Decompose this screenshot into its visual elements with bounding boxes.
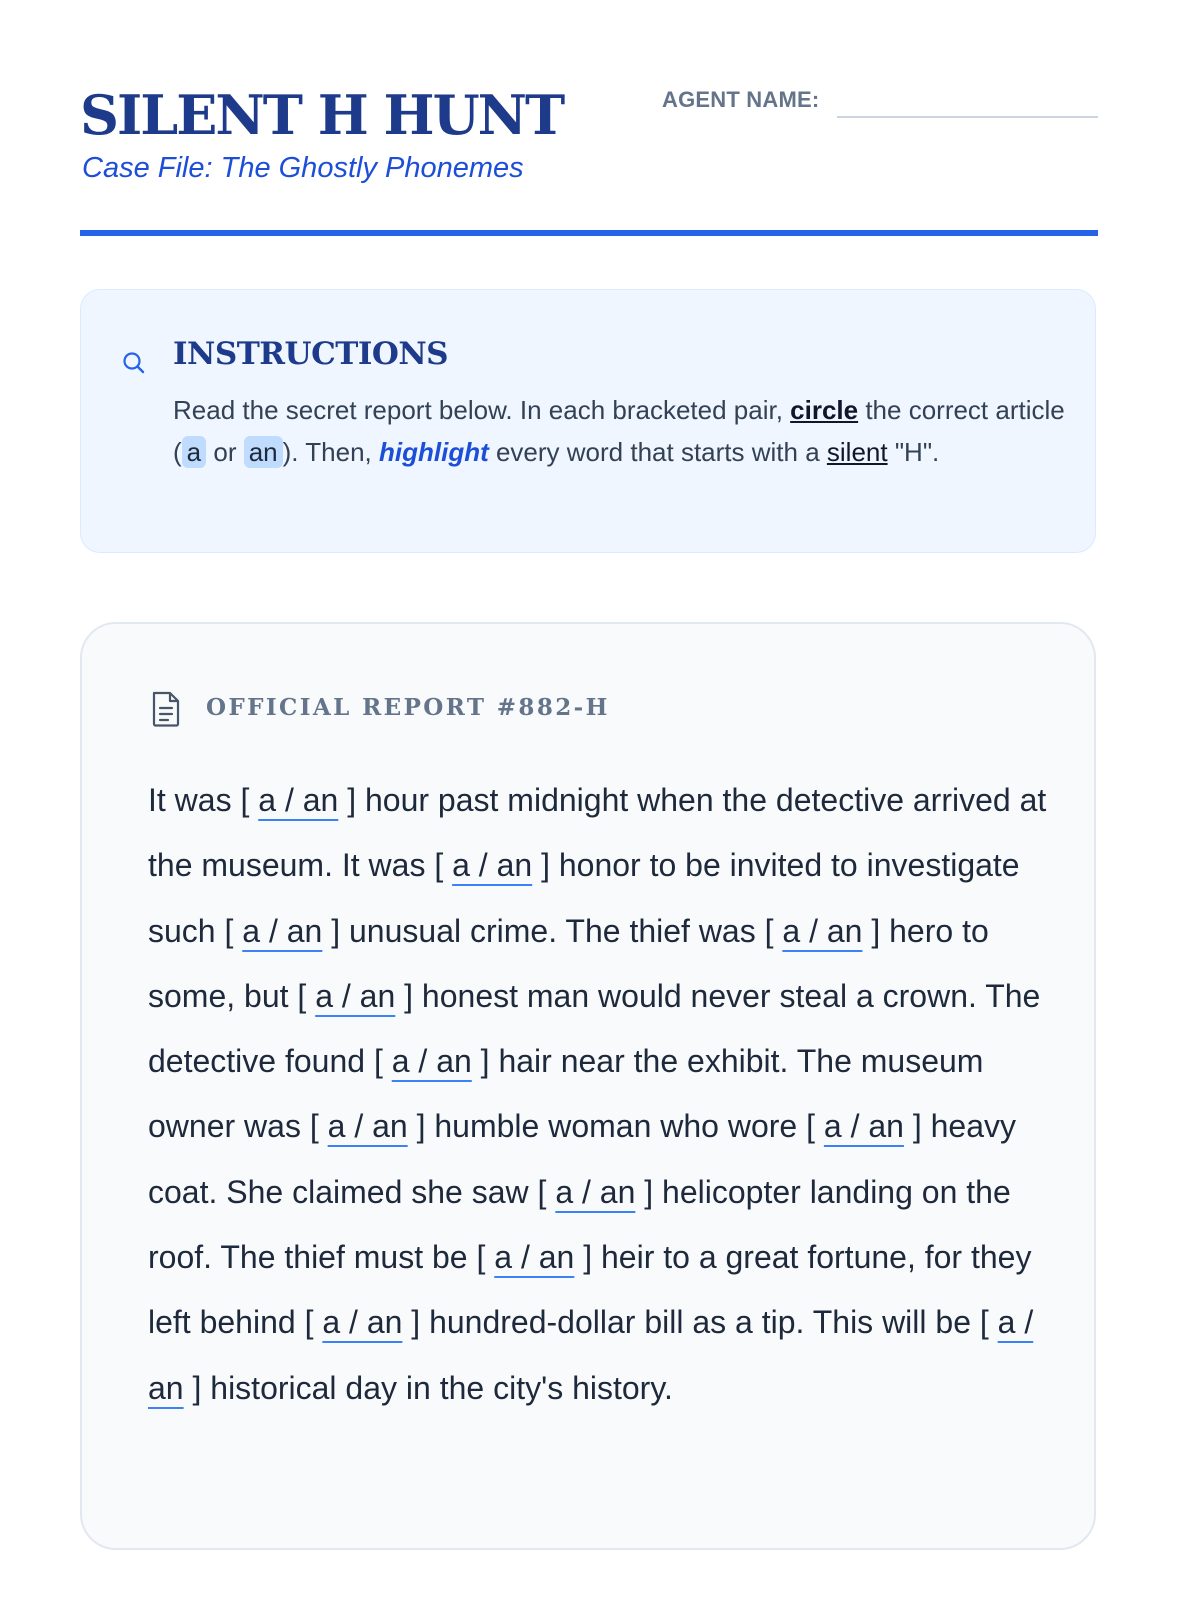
story-text: honor to be invited to investigate such xyxy=(148,847,1020,949)
article-choice-5[interactable]: a / an xyxy=(315,977,396,1014)
story-text: heavy coat. She claimed she saw xyxy=(148,1108,1016,1210)
story-text: unusual crime. The thief was xyxy=(340,912,765,949)
instructions-text-part: every word that starts with a xyxy=(488,437,827,467)
highlight-keyword: highlight xyxy=(379,437,489,467)
agent-name-field[interactable] xyxy=(837,116,1098,118)
instructions-panel xyxy=(80,289,1096,553)
case-file-subtitle: Case File: The Ghostly Phonemes xyxy=(82,152,524,184)
circle-keyword: circle xyxy=(790,395,859,425)
story-text: historical day in the city's history. xyxy=(201,1369,673,1406)
story-text: humble woman who wore xyxy=(425,1108,807,1145)
story-text: heir to a great fortune, for they left behind xyxy=(148,1239,1032,1341)
agent-name-label: AGENT NAME: xyxy=(662,87,820,112)
instructions-text-part: or xyxy=(206,437,244,467)
story-text: It was xyxy=(148,782,241,818)
article-choice-8[interactable]: a / an xyxy=(823,1108,904,1145)
worksheet-title: SILENT H HUNT xyxy=(80,83,564,147)
instructions-text-part: Read the secret report below. In each bracketed pair, xyxy=(173,395,791,425)
story-text: hundred-dollar bill as a tip. This will be xyxy=(420,1304,980,1341)
header-divider xyxy=(80,230,1098,236)
article-choice-7[interactable]: a / an xyxy=(327,1108,408,1145)
instructions-text-part: "H". xyxy=(887,437,940,467)
article-chip-a: a xyxy=(182,436,206,468)
search-icon xyxy=(121,350,147,376)
article-choice-12[interactable]: a / an xyxy=(148,1304,1034,1406)
story-text: hour past midnight when the detective arrived at the museum. It was xyxy=(148,782,1047,884)
instructions-text-part: the correct article ( xyxy=(173,395,1065,467)
article-choice-6[interactable]: a / an xyxy=(391,1043,472,1080)
instructions-text xyxy=(173,389,1073,473)
article-chip-an: an xyxy=(244,436,283,468)
instructions-heading: INSTRUCTIONS xyxy=(173,336,449,372)
story-text: honest man would never steal a crown. The detective found xyxy=(148,977,1041,1080)
story-text: hero to some, but xyxy=(148,912,989,1014)
story-text: hair near the exhibit. The museum owner was xyxy=(148,1043,984,1145)
article-choice-2[interactable]: a / an xyxy=(452,847,533,884)
story-text: helicopter landing on the roof. The thief must be xyxy=(148,1173,1011,1276)
report-label: OFFICIAL REPORT #882-H xyxy=(206,694,610,721)
article-choice-11[interactable]: a / an xyxy=(322,1304,403,1341)
article-choice-1[interactable]: a / an xyxy=(258,782,339,818)
article-choice-9[interactable]: a / an xyxy=(555,1173,636,1210)
report-card xyxy=(80,622,1096,1550)
instructions-text-part: ). Then, xyxy=(282,437,379,467)
silent-keyword: silent xyxy=(826,437,888,467)
article-choice-4[interactable]: a / an xyxy=(782,912,863,949)
document-icon xyxy=(150,690,182,728)
article-choice-3[interactable]: a / an xyxy=(242,912,323,949)
article-choice-10[interactable]: a / an xyxy=(494,1239,575,1276)
report-story: It was [ a / an ] hour past midnight when the detective arrived at the museum. It was [ a / an ] honor to be invited to investigate such [ a / an ] unusual crime. The thief was [ a / an ] hero to some, but [ a / an ] honest man would never steal a crown. The detective found [ a / an ] hair near the exhibit. The museum owner was [ a / an ] humble woman who wore [ a / an ] heavy coat. She claimed she saw [ a / an ] helicopter landing on the roof. The thief must be [ a / an ] heir to a great fortune, for they left behind [ a / an ] hundred-dollar bill as a tip. This will be [ a / an ] historical day in the city's history. xyxy=(148,782,1047,1406)
